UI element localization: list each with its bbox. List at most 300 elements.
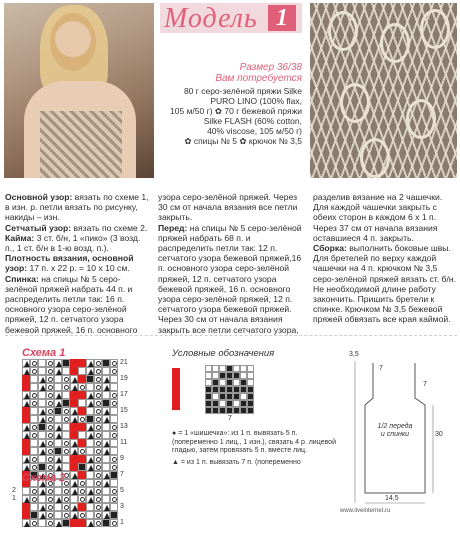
scheme-1-row-numbers <box>120 359 128 535</box>
scheme-cell <box>86 519 94 527</box>
scheme-cell <box>62 463 70 471</box>
pattern-cell <box>205 372 212 379</box>
scheme-cell <box>78 407 86 415</box>
pattern-cell <box>205 400 212 407</box>
scheme-cell <box>78 375 86 383</box>
scheme-cell <box>62 415 70 423</box>
scheme-cell <box>62 487 70 495</box>
bullet-icon: ● <box>172 430 177 437</box>
pattern-cell <box>247 386 254 393</box>
scheme-cell <box>30 367 38 375</box>
diag-bottom-label: 14,5 <box>385 495 399 502</box>
scheme-cell <box>110 463 118 471</box>
scheme-2-grid <box>22 487 86 503</box>
scheme-cell <box>54 383 62 391</box>
scheme-cell <box>22 407 30 415</box>
garment-diagram <box>335 343 455 513</box>
para-text: 3 ст. б/н, 1 «пико» (3 возд. п., 1 ст. б/н в 1-ю возд. п.). <box>5 232 141 254</box>
scheme-cell <box>70 439 78 447</box>
legend-item-text: = 1 «шишечка»: из 1 п. вывязать 5 п. (попеременно 1 лиц., 1 изн.), связать 4 р. лицевой гладью, затем провязать 5 п. вместе лиц. <box>172 430 336 454</box>
section-divider <box>5 335 457 336</box>
pattern-cell <box>219 407 226 414</box>
scheme-cell <box>86 367 94 375</box>
material-line: 40% viscose, 105 м/50 г) <box>207 126 302 136</box>
para-heading: Сборка: <box>313 243 347 254</box>
scheme-cell <box>30 383 38 391</box>
scheme-cell <box>94 487 102 495</box>
para-text: на спицы № 5 серо-зелёной пряжей набрать 44 п. и распределить петли так: 16 п. основного узора серо-зелёной пряжей, 12 п. сетчатого узора бежевой пряжей, 16 п. основного <box>5 273 138 335</box>
scheme-cell <box>30 487 38 495</box>
pattern-cell <box>205 386 212 393</box>
scheme-cell <box>70 391 78 399</box>
scheme-cell <box>78 519 86 527</box>
scheme-cell <box>62 511 70 519</box>
scheme-cell <box>86 511 94 519</box>
para <box>158 223 306 335</box>
scheme-cell <box>78 511 86 519</box>
scheme-cell <box>38 407 46 415</box>
pattern-cell <box>233 393 240 400</box>
scheme-cell <box>70 431 78 439</box>
scheme-cell <box>70 455 78 463</box>
para-text: вязать по схеме 2. <box>71 222 148 233</box>
scheme-cell <box>38 415 46 423</box>
pattern-cell <box>233 379 240 386</box>
photo-head <box>50 13 96 71</box>
scheme-cell <box>110 423 118 431</box>
pattern-cell <box>233 407 240 414</box>
materials-block <box>166 86 302 146</box>
scheme-cell <box>30 455 38 463</box>
watermark: www.liveinternet.ru <box>340 508 391 514</box>
scheme-cell <box>54 439 62 447</box>
scheme-cell <box>38 447 46 455</box>
para-text: узора серо-зелёной пряжей. Через 30 см от начала вязания все петли закрыть. <box>158 192 298 223</box>
scheme-cell <box>78 447 86 455</box>
scheme-cell <box>86 359 94 367</box>
scheme-cell <box>30 495 38 503</box>
scheme-cell <box>70 367 78 375</box>
scheme-cell <box>30 463 38 471</box>
scheme-cell <box>94 359 102 367</box>
scheme-cell <box>30 519 38 527</box>
scheme-cell <box>102 391 110 399</box>
scheme-cell <box>94 479 102 487</box>
legend-item <box>172 459 340 468</box>
scheme-cell <box>102 439 110 447</box>
para-text: на спицы № 5 серо-зелёной пряжей набрать 68 п. и распределить петли так: 12 п. сетчатого узора бежевой пряжей,16 п. основного узора серо-зелёной пряжей, 12 п. сетчатого узора бежевой пряжей, 16 п. основного узора серо-зелёной пряжей, 12 п. сетчатого узора бежевой пряжей. Через 30 см от начала вязания закрыть все петли сетчатого узора, <box>158 222 302 335</box>
scheme-cell <box>94 399 102 407</box>
scheme-cell <box>62 383 70 391</box>
scheme-cell <box>110 487 118 495</box>
pattern-cell <box>240 407 247 414</box>
para-text: выполнить боковые швы. Для бретелей по верху каждой чашечки на 4 п. крючком № 3,5 серо-зелёной пряжей вязать ст. б/н. Не необходимой длине работу закончить. Пришить бретели к спинке. Крючком № 3,5 бежевой пряжей обвязать все края каймой. <box>313 243 456 325</box>
row-number: 5 <box>120 487 124 494</box>
scheme-cell <box>102 367 110 375</box>
scheme-cell <box>46 519 54 527</box>
legend-text <box>172 430 340 467</box>
scheme-cell <box>22 439 30 447</box>
scheme-cell <box>30 447 38 455</box>
scheme-cell <box>94 463 102 471</box>
scheme-cell <box>102 431 110 439</box>
scheme-cell <box>86 487 94 495</box>
scheme-cell <box>38 367 46 375</box>
legend-item-text: = из 1 п. вывязать 7 п. (попеременно <box>180 458 301 466</box>
scheme-cell <box>54 519 62 527</box>
scheme-cell <box>94 391 102 399</box>
scheme-cell <box>30 399 38 407</box>
pattern-cell <box>240 365 247 372</box>
swatch-leaf <box>360 138 390 178</box>
scheme-cell <box>62 519 70 527</box>
scheme-cell <box>86 455 94 463</box>
pattern-cell <box>226 379 233 386</box>
material-line: Silke FLASH (60% cotton, <box>203 116 302 126</box>
scheme-cell <box>94 455 102 463</box>
para-heading: Кайма: <box>5 232 35 243</box>
para-heading: Перед: <box>158 222 188 233</box>
pattern-cell <box>219 379 226 386</box>
scheme-cell <box>78 455 86 463</box>
scheme-cell <box>70 423 78 431</box>
scheme-cell <box>78 487 86 495</box>
scheme-cell <box>102 359 110 367</box>
scheme-cell <box>38 383 46 391</box>
scheme-cell <box>22 359 30 367</box>
pattern-width-label: 7 <box>228 415 232 422</box>
pattern-cell <box>226 372 233 379</box>
scheme-cell <box>54 431 62 439</box>
pattern-cell <box>226 400 233 407</box>
scheme-cell <box>86 479 94 487</box>
scheme-cell <box>22 383 30 391</box>
pattern-cell <box>212 407 219 414</box>
scheme-cell <box>54 423 62 431</box>
pattern-cell <box>247 407 254 414</box>
scheme-cell <box>78 367 86 375</box>
pattern-cell <box>240 393 247 400</box>
scheme-cell <box>94 495 102 503</box>
scheme-cell <box>94 471 102 479</box>
scheme-cell <box>102 423 110 431</box>
scheme-cell <box>78 391 86 399</box>
scheme-cell <box>102 503 110 511</box>
scheme-cell <box>46 375 54 383</box>
row-number: 1 <box>12 495 16 502</box>
swatch-leaf <box>420 9 450 49</box>
scheme-cell <box>110 511 118 519</box>
scheme-cell <box>70 511 78 519</box>
row-number: 21 <box>120 359 128 366</box>
scheme-cell <box>30 375 38 383</box>
pattern-cell <box>205 407 212 414</box>
para-text: вязать по схеме 1, в изн. р. петли вязать по рисунку, накиды – изн. <box>5 192 149 223</box>
legend-title: Условные обозначения <box>172 348 275 359</box>
diag-top-label: 3,5 <box>349 351 359 358</box>
pattern-cell <box>219 372 226 379</box>
scheme-cell <box>46 367 54 375</box>
row-number: 19 <box>120 375 128 382</box>
scheme-cell <box>102 447 110 455</box>
para-text: разделив вязание на 2 чашечки. Для каждой чашечки закрыть с обеих сторон в каждом 6 х 1 п. Через 37 см от начала вязания оставшиеся 4 п. закрыть. <box>313 192 443 243</box>
scheme-cell <box>70 495 78 503</box>
diag-30: 30 <box>435 431 443 438</box>
row-number: 1 <box>120 519 124 526</box>
scheme-cell <box>70 399 78 407</box>
scheme-cell <box>110 391 118 399</box>
pattern-cell <box>226 386 233 393</box>
para-heading: Спинка: <box>5 273 39 284</box>
scheme-cell <box>110 367 118 375</box>
pattern-cell <box>212 372 219 379</box>
scheme-cell <box>78 439 86 447</box>
scheme-cell <box>46 423 54 431</box>
scheme-cell <box>38 359 46 367</box>
scheme-cell <box>86 399 94 407</box>
scheme-cell <box>46 487 54 495</box>
pattern-cell <box>212 365 219 372</box>
scheme-cell <box>110 375 118 383</box>
row-number: 9 <box>120 455 124 462</box>
scheme-cell <box>78 503 86 511</box>
swatch-leaf <box>406 99 436 139</box>
scheme-cell <box>30 407 38 415</box>
pattern-cell <box>247 379 254 386</box>
scheme-cell <box>30 503 38 511</box>
scheme-cell <box>38 375 46 383</box>
material-line: 105 м/50 г) ✿ 70 г бежевой пряжи <box>170 106 302 116</box>
scheme-cell <box>54 407 62 415</box>
scheme-cell <box>46 455 54 463</box>
model-photo <box>4 3 154 178</box>
scheme-cell <box>62 359 70 367</box>
scheme-cell <box>70 487 78 495</box>
scheme-cell <box>94 511 102 519</box>
scheme-cell <box>78 471 86 479</box>
scheme-cell <box>38 463 46 471</box>
scheme-cell <box>102 519 110 527</box>
para-heading: Основной узор: <box>5 192 73 202</box>
row-number: 3 <box>120 503 124 510</box>
para-heading: Сетчатый узор: <box>5 222 72 233</box>
scheme-cell <box>22 487 30 495</box>
photo-knitted-top <box>40 111 122 178</box>
scheme-cell <box>54 495 62 503</box>
scheme-cell <box>46 407 54 415</box>
scheme-cell <box>22 375 30 383</box>
scheme-cell <box>78 479 86 487</box>
pattern-cell <box>233 400 240 407</box>
pattern-cell <box>219 386 226 393</box>
scheme-cell <box>70 415 78 423</box>
scheme-cell <box>30 431 38 439</box>
scheme-cell <box>94 415 102 423</box>
para <box>158 192 306 223</box>
legend-pattern <box>185 365 261 427</box>
scheme-cell <box>46 463 54 471</box>
scheme-cell <box>38 399 46 407</box>
scheme-cell <box>94 375 102 383</box>
scheme-cell <box>22 415 30 423</box>
scheme-cell <box>94 383 102 391</box>
scheme-cell <box>78 415 86 423</box>
scheme-cell <box>46 383 54 391</box>
row-number: 17 <box>120 391 128 398</box>
material-line: 80 г серо-зелёной пряжи Silke <box>183 86 302 96</box>
need-line: Вам потребуется <box>215 73 302 84</box>
pattern-cell <box>247 365 254 372</box>
pattern-cell <box>240 379 247 386</box>
scheme-cell <box>46 431 54 439</box>
scheme-cell <box>38 503 46 511</box>
scheme-cell <box>110 407 118 415</box>
scheme-cell <box>94 503 102 511</box>
pattern-cell <box>226 393 233 400</box>
row-number: 15 <box>120 407 128 414</box>
row-number: 13 <box>120 423 128 430</box>
scheme-cell <box>22 447 30 455</box>
scheme-2-row-numbers <box>12 487 16 503</box>
scheme-cell <box>102 511 110 519</box>
scheme-cell <box>62 447 70 455</box>
pattern-cell <box>205 393 212 400</box>
para-heading: Плотность вязания, основной узор: <box>5 253 134 274</box>
scheme-cell <box>46 391 54 399</box>
scheme-cell <box>70 383 78 391</box>
scheme-cell <box>54 367 62 375</box>
pattern-cell <box>226 365 233 372</box>
scheme-cell <box>102 407 110 415</box>
scheme-cell <box>46 495 54 503</box>
scheme-cell <box>86 423 94 431</box>
scheme-cell <box>110 431 118 439</box>
scheme-cell <box>102 487 110 495</box>
scheme-cell <box>46 439 54 447</box>
para <box>313 192 457 243</box>
scheme-cell <box>54 447 62 455</box>
pattern-cell <box>212 393 219 400</box>
pattern-cell <box>240 372 247 379</box>
scheme-cell <box>54 391 62 399</box>
scheme-cell <box>22 519 30 527</box>
scheme-cell <box>22 511 30 519</box>
scheme-cell <box>102 415 110 423</box>
pattern-cell <box>247 372 254 379</box>
scheme-cell <box>70 359 78 367</box>
scheme-cell <box>62 391 70 399</box>
scheme-cell <box>86 383 94 391</box>
scheme-cell <box>54 455 62 463</box>
scheme-cell <box>86 415 94 423</box>
instructions-col-2 <box>158 192 306 335</box>
para <box>5 274 151 335</box>
scheme-cell <box>30 391 38 399</box>
scheme-cell <box>54 503 62 511</box>
diag-inner-label: 1/2 переда и спинки <box>377 423 413 438</box>
pattern-cell <box>247 393 254 400</box>
size-block <box>166 62 302 84</box>
scheme-cell <box>62 431 70 439</box>
page-title: Модель <box>164 3 258 34</box>
scheme-cell <box>78 495 86 503</box>
scheme-cell <box>78 383 86 391</box>
scheme-cell <box>94 519 102 527</box>
scheme-cell <box>54 463 62 471</box>
scheme-cell <box>62 455 70 463</box>
scheme-cell <box>86 407 94 415</box>
legend-red-bar <box>172 368 180 410</box>
scheme-cell <box>62 503 70 511</box>
scheme-cell <box>38 423 46 431</box>
scheme-cell <box>54 487 62 495</box>
scheme-cell <box>30 439 38 447</box>
swatch-leaf <box>340 83 370 123</box>
scheme-cell <box>110 455 118 463</box>
para <box>5 223 151 233</box>
scheme-cell <box>102 383 110 391</box>
scheme-cell <box>70 519 78 527</box>
scheme-cell <box>62 439 70 447</box>
knit-swatch-photo <box>310 3 457 178</box>
legend-item <box>172 430 340 456</box>
scheme-cell <box>110 439 118 447</box>
scheme-cell <box>30 511 38 519</box>
scheme-cell <box>54 399 62 407</box>
scheme-cell <box>22 431 30 439</box>
pattern-cell <box>219 393 226 400</box>
pattern-cell <box>240 400 247 407</box>
pattern-cell <box>219 400 226 407</box>
scheme-cell <box>86 375 94 383</box>
pattern-cell <box>247 400 254 407</box>
scheme-cell <box>62 399 70 407</box>
scheme-cell <box>70 375 78 383</box>
pattern-cell <box>205 365 212 372</box>
para <box>5 192 151 223</box>
swatch-leaf <box>328 11 358 51</box>
diag-7a: 7 <box>379 365 383 372</box>
scheme-cell <box>46 511 54 519</box>
instructions-col-1 <box>5 192 151 335</box>
triangle-icon: ▲ <box>172 458 179 466</box>
scheme-cell <box>38 431 46 439</box>
size-line: Размер 36/38 <box>239 62 302 73</box>
scheme-cell <box>62 423 70 431</box>
scheme-cell <box>22 455 30 463</box>
model-number: 1 <box>268 5 296 31</box>
scheme-cell <box>70 463 78 471</box>
scheme-cell <box>110 415 118 423</box>
scheme-cell <box>38 495 46 503</box>
scheme-cell <box>110 479 118 487</box>
scheme-cell <box>46 447 54 455</box>
pattern-cell <box>233 365 240 372</box>
pattern-cell <box>233 372 240 379</box>
scheme-cell <box>30 359 38 367</box>
scheme-2-title: Схема 2 <box>22 472 66 484</box>
para <box>5 253 151 273</box>
scheme-cell <box>102 495 110 503</box>
scheme-cell <box>94 423 102 431</box>
scheme-cell <box>54 359 62 367</box>
para <box>313 243 457 325</box>
scheme-cell <box>70 447 78 455</box>
material-line: ✿ спицы № 5 ✿ крючок № 3,5 <box>184 136 302 146</box>
scheme-cell <box>86 391 94 399</box>
diag-7b: 7 <box>423 381 427 388</box>
pattern-cell <box>233 386 240 393</box>
